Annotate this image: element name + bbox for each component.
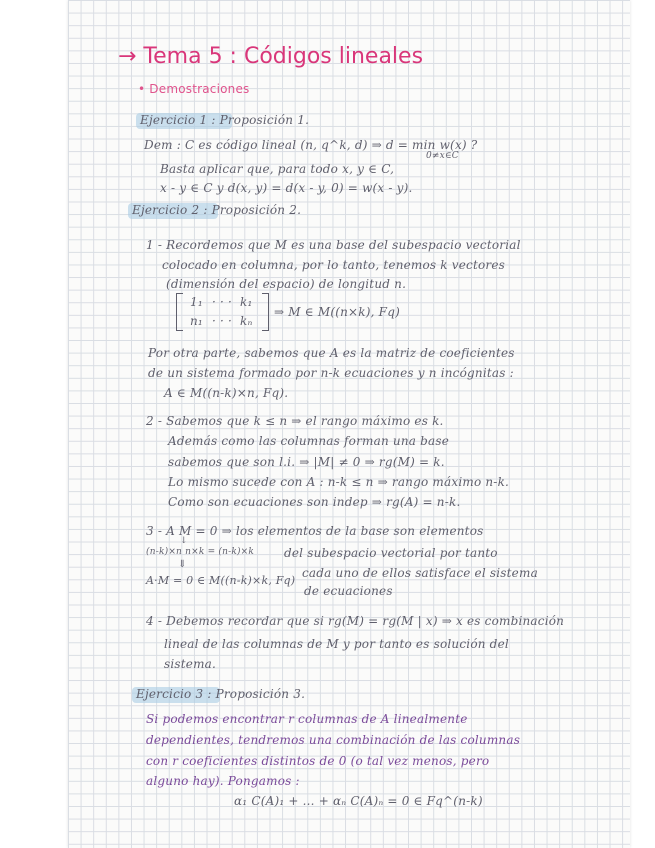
ex2-p2-line: Además como las columnas forman una base	[168, 434, 450, 448]
ex3-line: alguno hay). Pongamos :	[146, 774, 300, 788]
ex2-p3-line: A·M = 0 ∈ M((n-k)×k, Fq)	[146, 574, 296, 587]
ex1-line: 0≠x∈C	[426, 151, 459, 161]
ex2-p3-line: de ecuaciones	[304, 584, 393, 598]
matrix-cell: n₁	[190, 314, 203, 328]
ex2-heading: Ejercicio 2 : Proposición 2.	[132, 203, 302, 217]
ex2-p2-line: Lo mismo sucede con A : n-k ≤ n ⇒ rango máximo n-k.	[168, 475, 510, 489]
ex2-p3-line: 3 - A M = 0 ⇒ los elementos de la base son elementos	[146, 524, 484, 538]
ex1-line: x - y ∈ C y d(x, y) = d(x - y, 0) = w(x - y).	[160, 181, 413, 195]
ex2-p3-line: (n-k)×n n×k = (n-k)×k	[146, 547, 255, 557]
ex2-p3-line: del subespacio vectorial por tanto	[284, 546, 498, 560]
ex3-equation: α₁ C(A)₁ + ... + αₙ C(A)ₙ = 0 ∈ Fq^(n-k)	[234, 794, 483, 808]
ex2-p4-line: sistema.	[164, 657, 217, 671]
ex2-p4-line: lineal de las columnas de M y por tanto es solución del	[164, 637, 509, 651]
matrix-cell: kₙ	[240, 314, 253, 328]
ex2-p1-line: Por otra parte, sabemos que A es la matriz de coeficientes	[148, 346, 515, 360]
matrix-bracket-left	[176, 293, 183, 331]
matrix-bracket-right	[262, 293, 269, 331]
ex3-heading: Ejercicio 3 : Proposición 3.	[136, 687, 306, 701]
ex1-line: Basta aplicar que, para todo x, y ∈ C,	[160, 162, 395, 176]
ex2-p1-line: de un sistema formado por n-k ecuaciones y n incógnitas :	[148, 366, 514, 380]
ex3-line: con r coeficientes distintos de 0 (o tal vez menos, pero	[146, 754, 490, 768]
matrix-cell: k₁	[240, 295, 253, 309]
matrix-cell: 1₁	[190, 295, 203, 309]
ex2-p3-line: cada uno de ellos satisface el sistema	[302, 566, 538, 580]
ex2-p2-line: Como son ecuaciones son indep ⇒ rg(A) = n-k.	[168, 495, 461, 509]
ex3-line: Si podemos encontrar r columnas de A linealmente	[146, 712, 468, 726]
ex2-p1-line: (dimensión del espacio) de longitud n.	[166, 277, 407, 291]
section-subtitle: • Demostraciones	[138, 82, 250, 96]
ex2-p2-line: 2 - Sabemos que k ≤ n ⇒ el rango máximo es k.	[146, 414, 444, 428]
ex2-p3-arrow: ⇓	[178, 559, 187, 570]
ex2-p3-arrow: ↓	[180, 536, 188, 546]
ex2-p2-line: sabemos que son l.i. ⇒ |M| ≠ 0 ⇒ rg(M) = k.	[168, 455, 445, 469]
ex3-line: dependientes, tendremos una combinación de las columnas	[146, 733, 521, 747]
ex2-p4-line: 4 - Debemos recordar que si rg(M) = rg(M | x) ⇒ x es combinación	[146, 614, 565, 628]
matrix-dots: · · ·	[212, 314, 233, 328]
ex2-p1-line: 1 - Recordemos que M es una base del subespacio vectorial	[146, 238, 521, 252]
page-title: → Tema 5 : Códigos lineales	[118, 44, 424, 69]
ex2-p1-line: ⇒ M ∈ M((n×k), Fq)	[274, 305, 400, 319]
ex1-heading: Ejercicio 1 : Proposición 1.	[140, 113, 310, 127]
ex1-line: Dem : C es código lineal (n, q^k, d) ⇒ d = min w(x) ?	[144, 138, 478, 152]
matrix-dots: · · ·	[212, 295, 233, 309]
ex2-p1-line: A ∈ M((n-k)×n, Fq).	[164, 386, 289, 400]
ex2-p1-line: colocado en columna, por lo tanto, tenemos k vectores	[162, 258, 506, 272]
